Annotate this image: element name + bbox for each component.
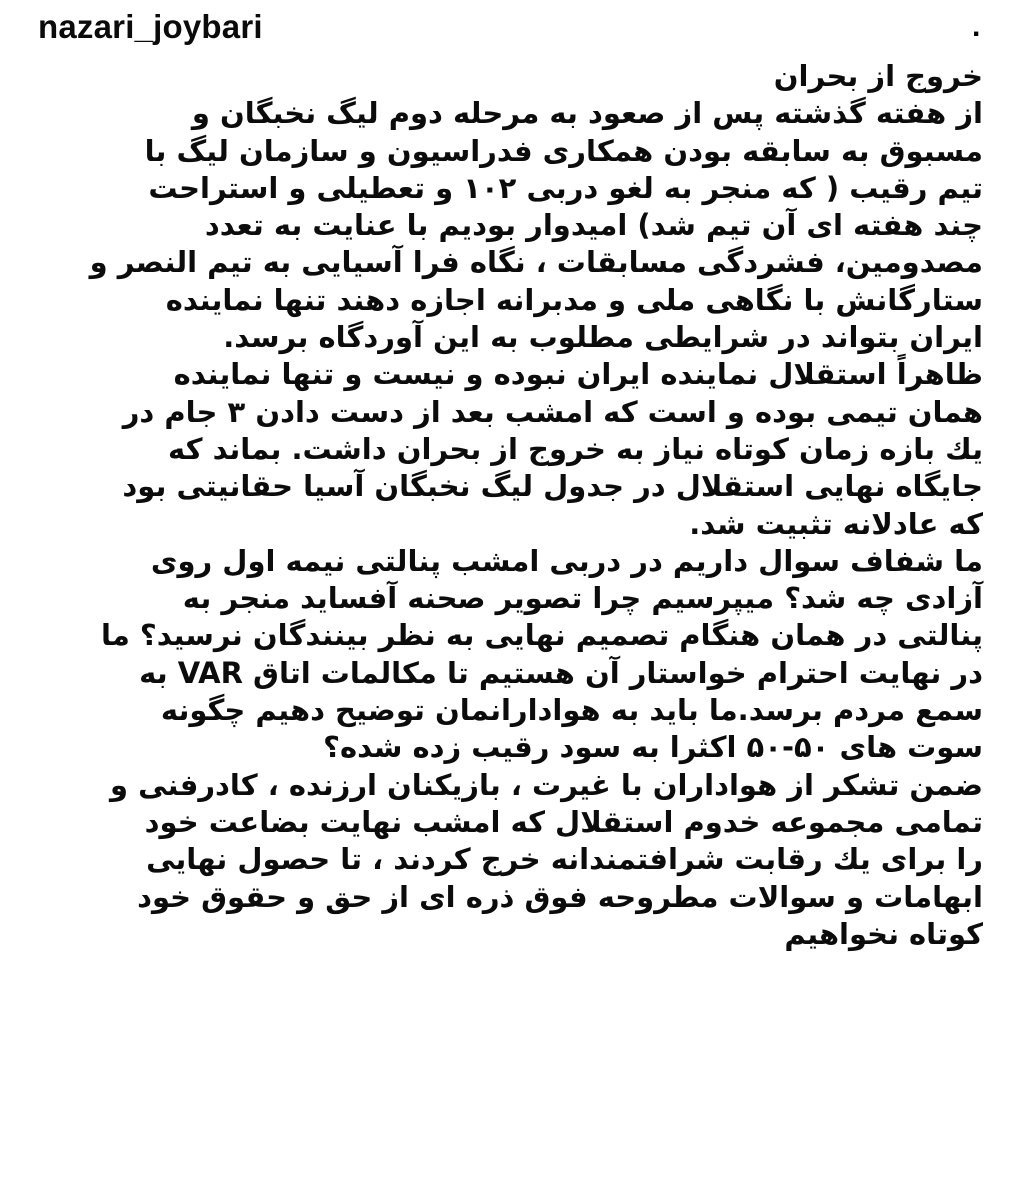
caption-line: ستارگانش با نگاهی ملی و مدبرانه اجازه دهند تنها نماینده (165, 282, 983, 317)
caption-line: ما شفاف سوال داریم در دربی امشب پنالتی نیمه اول روی (150, 543, 983, 578)
caption-line: که عادلانه تثبیت شد. (689, 506, 983, 541)
caption-line: همان تیمی بوده و است که امشب بعد از دست دادن ۳ جام در (122, 394, 983, 429)
caption-line: پنالتی در همان هنگام تصمیم نهایی به نظر بینندگان نرسید؟ ما (100, 618, 983, 653)
caption-line: تیم رقیب ( که منجر به لغو دربی ۱۰۲ و تعطیلی و استراحت (148, 170, 983, 205)
caption-line: ابهامات و سوالات مطروحه فوق ذره ای از حق و حقوق خود (137, 879, 983, 914)
caption-line: مصدومین، فشردگی مسابقات ، نگاه فرا آسیایی به تیم النصر و (89, 245, 983, 280)
caption-line: ظاهراً استقلال نماینده ایران نبوده و نیست و تنها نماینده (173, 357, 983, 392)
caption-title: خروج از بحران (773, 59, 983, 93)
caption-line: کوتاه نخواهیم (784, 916, 983, 951)
username-link[interactable]: nazari_joybari (38, 8, 263, 45)
caption-line: تمامی مجموعه خدوم استقلال که امشب نهایت بضاعت خود (144, 804, 983, 839)
caption-line: را برای یك رقابت شرافتمندانه خرج کردند ، تا حصول نهایی (146, 842, 983, 877)
caption-line: آزادی چه شد؟ میپرسیم چرا تصویر صحنه آفساید منجر به (182, 581, 983, 616)
post-caption (23, 58, 983, 953)
post-header (0, 0, 1023, 52)
caption-line: سوت های ۵۰-۵۰ اکثرا به سود رقیب زده شده؟ (323, 730, 983, 765)
caption-line: مسبوق به سابقه بودن همکاری فدراسیون و سازمان لیگ با (144, 133, 983, 168)
caption-line: در نهایت احترام خواستار آن هستیم تا مکالمات اتاق VAR به (139, 655, 983, 690)
caption-line: چند هفته ای آن تیم شد) امیدوار بودیم با عنایت به تعدد (204, 208, 983, 243)
caption-line: از هفته گذشته پس از صعود به مرحله دوم لیگ نخبگان و (191, 96, 983, 131)
header-dot: . (972, 10, 981, 43)
caption-line: یك بازه زمان کوتاه نیاز به خروج از بحران داشت. بماند که (168, 431, 983, 466)
caption-line: ضمن تشکر از هواداران با غیرت ، بازیکنان ارزنده ، کادرفنی و (110, 767, 983, 802)
caption-line: سمع مردم برسد.ما باید به هوادارانمان توضیح دهیم چگونه (160, 693, 983, 728)
caption-line: ایران بتواند در شرایطی مطلوب به این آوردگاه برسد. (223, 320, 983, 355)
caption-line: جایگاه نهایی استقلال در جدول لیگ نخبگان آسیا حقانیتی بود (122, 469, 983, 504)
